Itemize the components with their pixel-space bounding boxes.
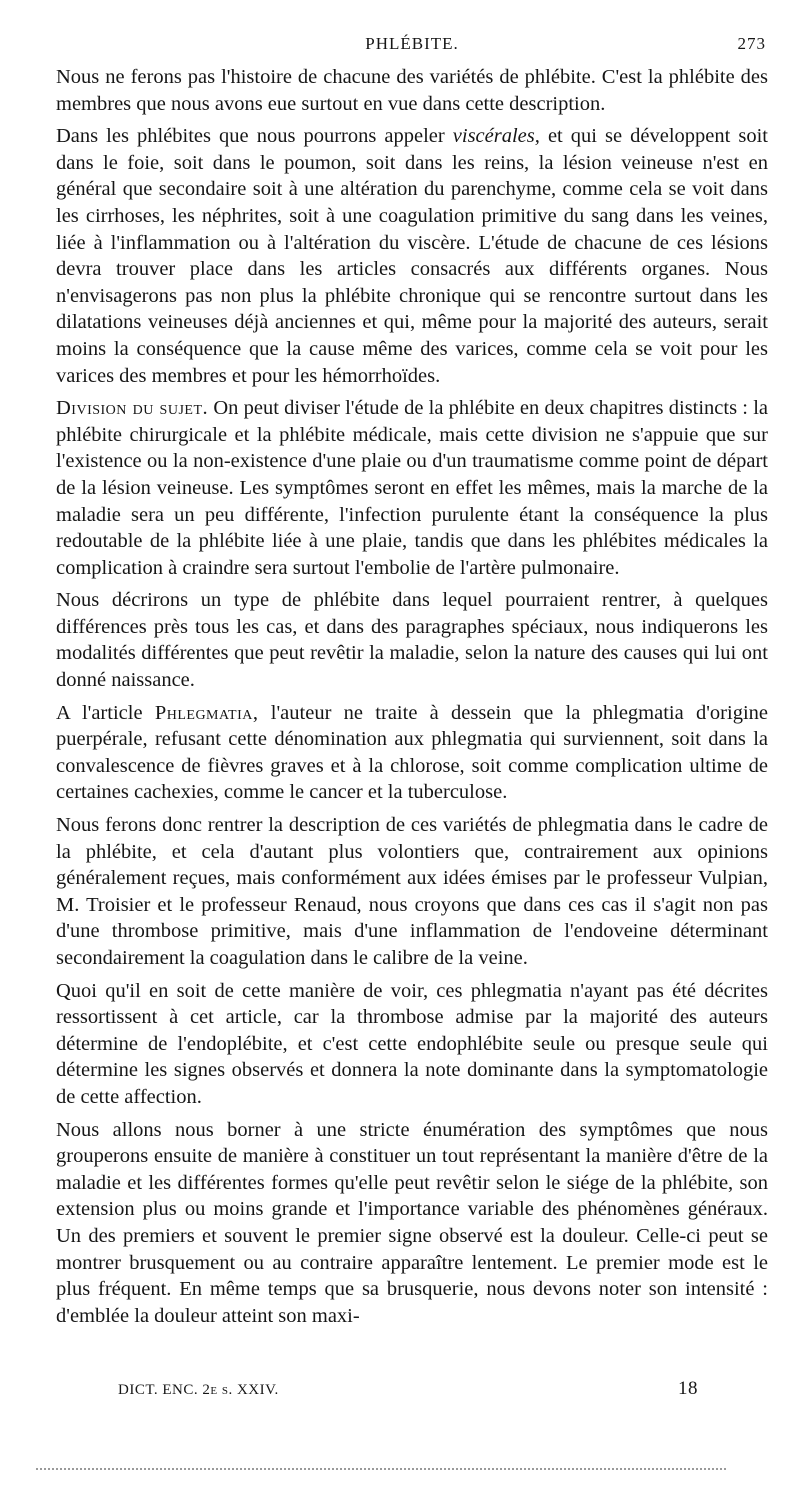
- cross-reference: Phlegmatia,: [154, 701, 259, 724]
- paragraph-text: Dans les phlébites que nous pourrons appeler: [56, 125, 453, 148]
- paragraph-text: A l'article: [56, 701, 155, 724]
- scan-artifact-line: [36, 1468, 726, 1470]
- paragraph: [56, 700, 768, 806]
- emphasis-text: viscérales,: [452, 125, 540, 148]
- running-header: [56, 30, 768, 60]
- paragraph: [56, 1117, 768, 1330]
- paragraph-text: Nous allons nous borner à une stricte énumération des symptômes que nous grouperons ensuite de manière à constituer un tout représentant la manière d'être de la maladie et les différentes formes qu'elle peut revêtir selon le siége de la phlébite, son extension plus ou moins grande et l'importance variable des phénomènes généraux. Un des premiers et souvent le premier signe observé est la douleur. Celle-ci peut se montrer brusquement ou au contraire apparaître lentement. Le premier mode est le plus fréquent. En même temps que sa brusquerie, nous devons noter son intensité : d'emblée la douleur atteint son maxi-: [56, 1118, 768, 1327]
- paragraph-text: Nous ferons donc rentrer la description de ces variétés de phlegmatia dans le cadre de la phlébite, et cela d'autant plus volontiers que, contrairement aux opinions généralement reçues, mais conformément aux idées émises par le professeur Vulpian, M. Troisier et le professeur Renaud, nous croyons que dans ces cas il s'agit non pas d'une thrombose primitive, mais d'une inflammation de l'endoveine déterminant secondairement la coagulation dans le calibre de la veine.: [56, 814, 768, 969]
- paragraph-text: l'auteur ne traite à dessein que la phlegmatia d'origine puerpérale, refusant cette dénomination aux phlegmatia qui surviennent, soit dans la convalescence de fièvres graves et à la chlorose, soit comme complication ultime de certaines cachexies, comme le cancer et la tuberculose.: [56, 701, 768, 804]
- paragraph-text: Nous ne ferons pas l'histoire de chacune des variétés de phlébite. C'est la phlébite des membres que nous avons eue surtout en vue dans cette description.: [56, 66, 768, 115]
- sheet-number: 18: [678, 1378, 698, 1399]
- paragraph: [56, 395, 768, 581]
- paragraph-text: Nous décrirons un type de phlébite dans lequel pourraient rentrer, à quelques différences près tous les cas, et dans des paragraphes spéciaux, nous indiquerons les modalités différentes que peut revêtir la maladie, selon la nature des causes qui lui ont donné naissance.: [56, 589, 768, 692]
- paragraph: [56, 978, 768, 1111]
- paragraph-text: Quoi qu'il en soit de cette manière de voir, ces phlegmatia n'ayant pas été décrites ressortissent à cet article, car la thrombose admise par la majorité des auteurs détermine de l'endoplébite, et c'est cette endophlébite seule ou presque seule qui détermine les signes observés et donnera la note dominante dans la symptomatologie de cette affection.: [56, 979, 768, 1108]
- paragraph: [56, 64, 768, 117]
- paragraph: [56, 812, 768, 972]
- paragraph: [56, 123, 768, 389]
- article-body: [56, 64, 768, 1335]
- page-footer: [118, 1378, 698, 1406]
- paragraph: [56, 587, 768, 693]
- paragraph-text: On peut diviser l'étude de la phlébite en deux chapitres distincts : la phlébite chirurgicale et la phlébite médicale, mais cette division ne s'appuie que sur l'existence ou la non-existence d'une plaie ou d'un traumatisme comme point de départ de la lésion veineuse. Les symptômes seront en effet les mêmes, mais la marche de la maladie sera un peu différente, l'infection purulente étant la conséquence la plus redoutable de la phlébite liée à une plaie, tandis que dans les phlébites médicales la complication à craindre sera surtout l'embolie de l'artère pulmonaire.: [56, 397, 768, 579]
- section-heading: Division du sujet.: [56, 397, 209, 420]
- signature-mark: DICT. ENC. 2e s. XXIV.: [118, 1382, 279, 1398]
- paragraph-text: et qui se développent soit dans le foie, soit dans le poumon, soit dans les reins, la lésion veineuse n'est en général que secondaire soit à une altération du parenchyme, comme cela se voit dans les cirrhoses, les néphrites, soit à une coagulation primitive du sang dans les veines, liée à l'inflammation ou à l'altération du viscère. L'étude de chacune de ces lésions devra trouver place dans les articles consacrés aux différents organes. Nous n'envisagerons pas non plus la phlébite chronique qui se rencontre surtout dans les dilatations veineuses déjà anciennes et qui, même pour la majorité des auteurs, serait moins la conséquence que la cause même des varices, comme cela se voit pour les varices des membres et pour les hémorrhoïdes.: [56, 125, 768, 387]
- page-number: 273: [737, 34, 766, 53]
- running-title: PHLÉBITE.: [365, 34, 459, 53]
